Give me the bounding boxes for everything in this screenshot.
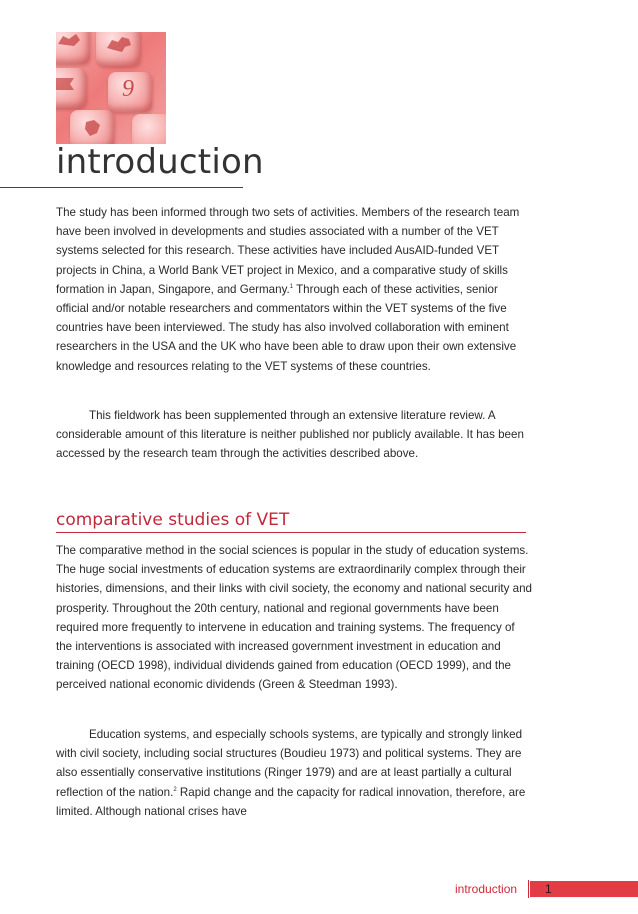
key-map-icon — [56, 32, 90, 64]
key-blank-icon — [132, 114, 166, 144]
page-number-bar — [530, 881, 638, 897]
intro-paragraph-1-text-b: Through each of these activities, senior official and/or notable researchers and commentators within the VET systems of the five countries have been interviewed. The study has also involved collaboration with eminent researchers in the USA and the UK who have been able to draw upon their own extensive knowledge and resources relating to the VET systems of these countries. — [56, 282, 517, 373]
chapter-hero-image — [56, 32, 166, 144]
key-animal-icon — [96, 32, 140, 66]
section-paragraph-2-text-a: Education systems, and especially schools systems, are typically and strongly linked with civil society, including social structures (Boudieu 1973) and political systems. They are also essentially conservative institutions (Ringer 1979) and are at least partially a cultural reflection of the nation. — [56, 728, 523, 799]
key-nine-icon: 9 — [108, 72, 152, 112]
page-title: introduction — [56, 142, 264, 182]
footer-section-label: introduction — [455, 882, 518, 896]
key-flag-icon — [56, 68, 86, 108]
section-heading: comparative studies of VET — [56, 510, 290, 530]
intro-paragraph-1-text-a: The study has been informed through two sets of activities. Members of the research team have been involved in developments and studies associated with a number of the VET systems selected for this research. These activities have included AusAID-funded VET projects in China, a World Bank VET project in Mexico, and a comparative study of skills formation in Japan, Singapore, and Germany. — [56, 206, 520, 296]
intro-paragraph-1 — [56, 203, 532, 376]
key-continent-icon — [70, 110, 114, 144]
intro-paragraph-2: This fieldwork has been supplemented through an extensive literature review. A considerable amount of this literature is neither published nor publicly available. It has been accessed by the research team through the activities described above. — [56, 409, 524, 461]
footer-divider — [528, 880, 529, 898]
footnote-marker-1: 1 — [289, 283, 294, 290]
footnote-marker-2: 2 — [173, 786, 177, 793]
section-divider — [56, 532, 526, 533]
section-paragraph-2-text-b: Rapid change and the capacity for radical innovation, therefore, are limited. Although national crises have — [56, 785, 526, 818]
page-number: 1 — [545, 882, 552, 896]
title-divider — [0, 187, 243, 188]
section-paragraph-1: The comparative method in the social sciences is popular in the study of education systems. The huge social investments of education systems are extraordinarily complex through their histories, dimensions, and their links with civil society, the economy and national security and prosperity. Throughout the 20th century, national and regional governments have been required more frequently to intervene in education and training systems. The frequency of the interventions is associated with increased government investment in education and training (OECD 1998), individual dividends gained from education (OECD 1999), and the perceived national economic dividends (Green & Steedman 1993). — [56, 544, 533, 692]
section-paragraph-2 — [56, 725, 532, 821]
